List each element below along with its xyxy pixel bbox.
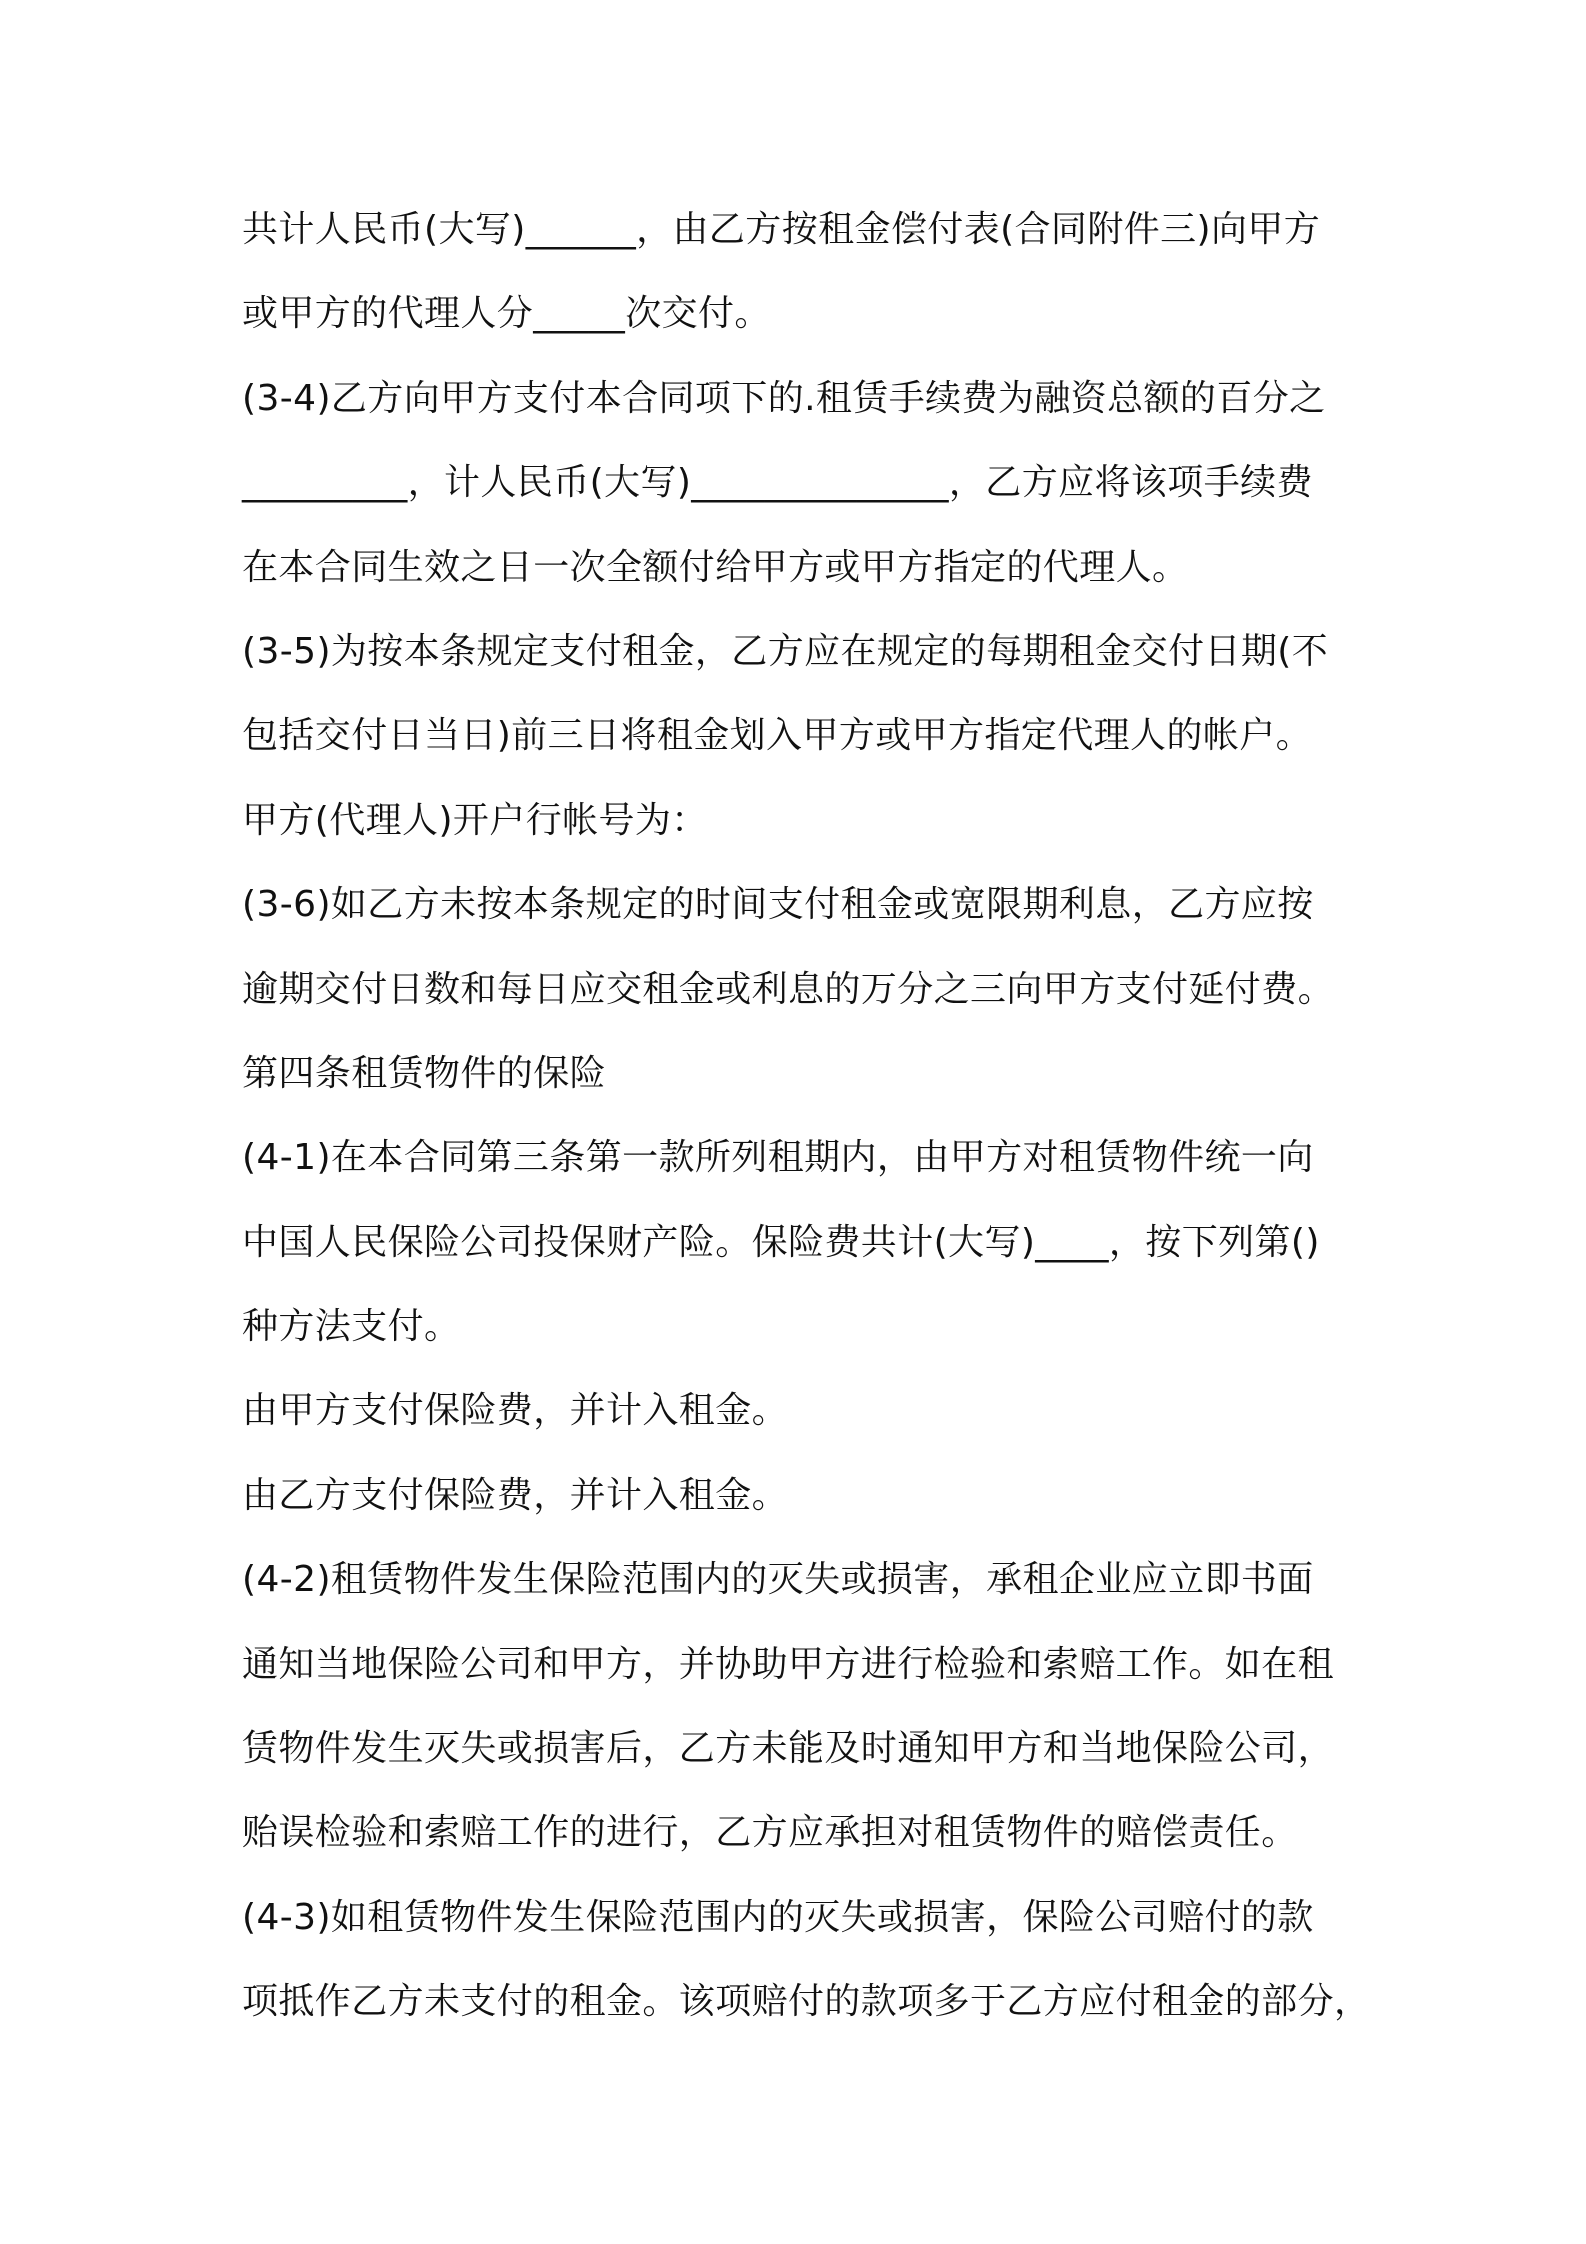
document-body <box>242 202 1372 2059</box>
text-line: 项抵作乙方未支付的租金。该项赔付的款项多于乙方应付租金的部分， <box>242 1981 1371 2023</box>
text-line: (4-3)如租赁物件发生保险范围内的灭失或损害，保险公司赔付的款 <box>242 1896 1314 1938</box>
text-line: _________，计人民币(大写)______________，乙方应将该项手续费 <box>242 462 1313 504</box>
text-line: (4-1)在本合同第三条第一款所列租期内，由甲方对租赁物件统一向 <box>242 1137 1314 1179</box>
text-line: (3-5)为按本条规定支付租金，乙方应在规定的每期租金交付日期(不 <box>242 630 1329 672</box>
text-line: 逾期交付日数和每日应交租金或利息的万分之三向甲方支付延付费。 <box>242 968 1335 1010</box>
text-line: 共计人民币(大写)______，由乙方按租金偿付表(合同附件三)向甲方 <box>242 209 1321 250</box>
text-line: 赁物件发生灭失或损害后，乙方未能及时通知甲方和当地保险公司， <box>242 1728 1335 1770</box>
text-line: 由甲方支付保险费，并计入租金。 <box>242 1390 789 1432</box>
text-line: 由乙方支付保险费，并计入租金。 <box>242 1474 789 1516</box>
text-line: 中国人民保险公司投保财产险。保险费共计(大写)____，按下列第() <box>242 1221 1320 1263</box>
text-line: 甲方(代理人)开户行帐号为： <box>242 799 708 841</box>
text-line: 种方法支付。 <box>242 1306 461 1348</box>
text-line: 包括交付日当日)前三日将租金划入甲方或甲方指定代理人的帐户。 <box>242 715 1313 757</box>
text-line: (3-6)如乙方未按本条规定的时间支付租金或宽限期利息，乙方应按 <box>242 884 1314 926</box>
section-heading: 第四条租赁物件的保险 <box>242 1052 607 1094</box>
text-line: 贻误检验和索赔工作的进行，乙方应承担对租赁物件的赔偿责任。 <box>242 1812 1298 1854</box>
text-line: 或甲方的代理人分_____次交付。 <box>242 293 771 335</box>
text-line: 通知当地保险公司和甲方，并协助甲方进行检验和索赔工作。如在租 <box>242 1643 1335 1685</box>
text-line: (3-4)乙方向甲方支付本合同项下的.租赁手续费为融资总额的百分之 <box>242 377 1326 419</box>
text-line: 在本合同生效之日一次全额付给甲方或甲方指定的代理人。 <box>242 546 1189 588</box>
text-line: (4-2)租赁物件发生保险范围内的灭失或损害，承租企业应立即书面 <box>242 1559 1314 1601</box>
